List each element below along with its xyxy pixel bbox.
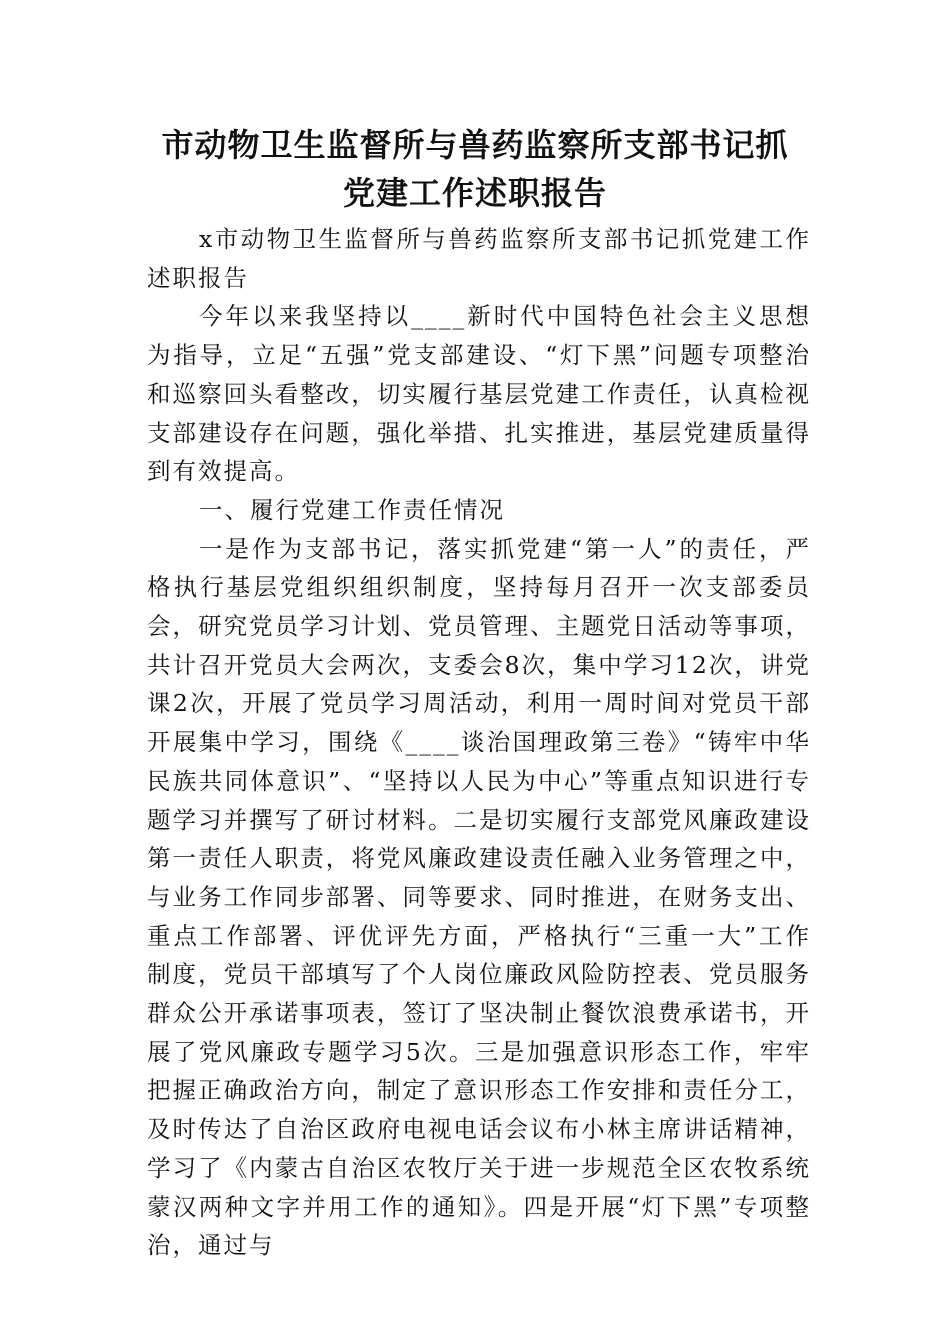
intro-paragraph: 今年以来我坚持以____新时代中国特色社会主义思想为指导，立足“五强”党支部建设、“灯下黑”问题专项整治和巡察回头看整改，切实履行基层党建工作责任，认真检视支部建设存在问题，强化举措、扎实推进，基层党建质量得到有效提高。 [147,302,811,486]
section-heading: 一、履行党建工作责任情况 [199,495,505,524]
document-body [147,220,811,1265]
subtitle-paragraph: x市动物卫生监督所与兽药监察所支部书记抓党建工作述职报告 [147,225,811,292]
document-title-line-2: 党建工作述职报告 [342,174,607,212]
body-paragraph: 一是作为支部书记，落实抓党建“第一人”的责任，严格执行基层党组织组织制度，坚持每月召开一次支部委员会，研究党员学习计划、党员管理、主题党日活动等事项，共计召开党员大会两次，支委会8次，集中学习12次，讲党课2次，开展了党员学习周活动，利用一周时间对党员干部开展集中学习，围绕《____谈治国理政第三卷》“铸牢中华民族共同体意识”、“坚持以人民为中心”等重点知识进行专题学习并撰写了研讨材料。二是切实履行支部党风廉政建设第一责任人职责，将党风廉政建设责任融入业务管理之中，与业务工作同步部署、同等要求、同时推进，在财务支出、重点工作部署、评优评先方面，严格执行“三重一大”工作制度，党员干部填写了个人岗位廉政风险防控表、党员服务群众公开承诺事项表，签订了坚决制止餐饮浪费承诺书，开展了党风廉政专题学习5次。三是加强意识形态工作，牢牢把握正确政治方向，制定了意识形态工作安排和责任分工，及时传达了自治区政府电视电话会议布小林主席讲话精神，学习了《内蒙古自治区农牧厅关于进一步规范全区农牧系统蒙汉两种文字并用工作的通知》。四是开展“灯下黑”专项整治，通过与 [147,534,811,1260]
document-title-line-1: 市动物卫生监督所与兽药监察所支部书记抓 [161,126,789,164]
